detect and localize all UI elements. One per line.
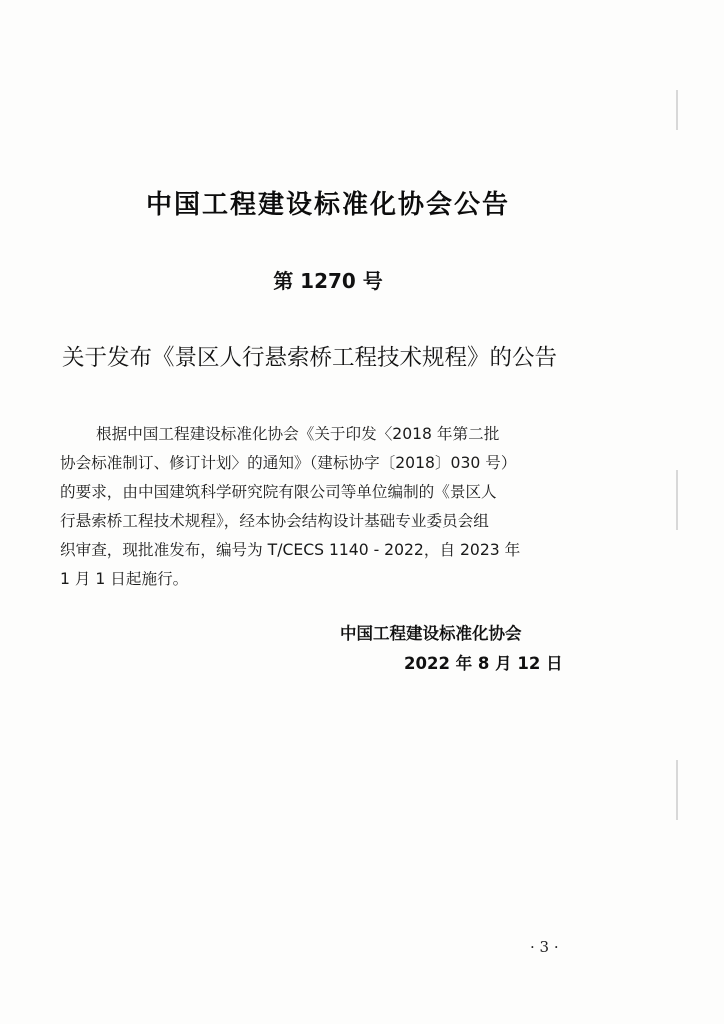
body-line: 行悬索桥工程技术规程》，经本协会结构设计基础专业委员会组 <box>60 512 489 530</box>
body-line: 协会标准制订、修订计划〉的通知》（建标协字〔2018〕030 号） <box>60 454 517 472</box>
signature-date: 2022 年 8 月 12 日 <box>404 654 563 673</box>
announcement-number: 第 1270 号 <box>273 269 383 293</box>
announcement-body <box>60 420 608 594</box>
body-line: 的要求，由中国建筑科学研究院有限公司等单位编制的《景区人 <box>60 483 497 501</box>
scan-edge-mark <box>676 90 678 130</box>
announcement-subject: 关于发布《景区人行悬索桥工程技术规程》的公告 <box>62 345 558 371</box>
body-line: 根据中国工程建设标准化协会《关于印发〈2018 年第二批 <box>96 425 500 443</box>
signature-organization: 中国工程建设标准化协会 <box>340 624 522 643</box>
scan-edge-mark <box>676 470 678 530</box>
announcement-title: 中国工程建设标准化协会公告 <box>145 190 510 220</box>
scan-edge-mark <box>676 760 678 820</box>
body-line: 织审查，现批准发布，编号为 T/CECS 1140 - 2022，自 2023 年 <box>60 541 521 559</box>
page-number: · 3 · <box>530 938 559 956</box>
body-line: 1 月 1 日起施行。 <box>60 570 189 588</box>
